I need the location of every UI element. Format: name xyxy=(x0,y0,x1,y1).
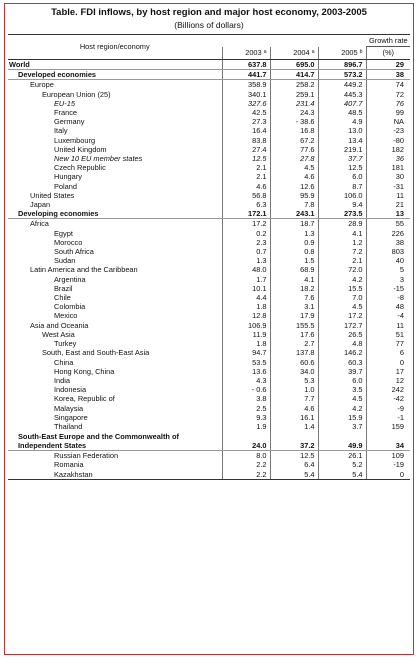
value-2004-cell: 1.0 xyxy=(270,385,318,394)
value-2005-cell: 4.9 xyxy=(318,117,366,126)
value-2005-cell: 146.2 xyxy=(318,348,366,357)
value-2005-cell: 9.4 xyxy=(318,200,366,209)
table-row xyxy=(8,136,410,145)
value-2003-cell: 0.7 xyxy=(222,247,270,256)
growth-rate-cell: -15 xyxy=(366,284,410,293)
value-2004-cell: 1.4 xyxy=(270,422,318,431)
value-2003-cell: 11.9 xyxy=(222,330,270,339)
growth-rate-cell: 3 xyxy=(366,275,410,284)
growth-rate-cell: -23 xyxy=(366,126,410,135)
value-2004-cell: 7.6 xyxy=(270,293,318,302)
value-2003-cell: 2.2 xyxy=(222,470,270,480)
growth-rate-cell: 12 xyxy=(366,376,410,385)
value-2003-cell: 2.2 xyxy=(222,460,270,469)
growth-rate-cell: 30 xyxy=(366,172,410,181)
value-2003-cell: 1.9 xyxy=(222,422,270,431)
region-cell: Thailand xyxy=(54,421,83,431)
value-2004-cell: 60.6 xyxy=(270,358,318,367)
value-2004-cell: 7.8 xyxy=(270,200,318,209)
value-2005-cell: 5.4 xyxy=(318,470,366,480)
region-cell: Mexico xyxy=(54,311,78,321)
table-row xyxy=(8,358,410,367)
table-row xyxy=(8,200,410,209)
table-row xyxy=(8,275,410,284)
growth-rate-cell: 55 xyxy=(366,219,410,229)
table-row xyxy=(8,470,410,480)
value-2003-cell: 17.2 xyxy=(222,219,270,229)
value-2003-cell: 106.9 xyxy=(222,321,270,330)
table-row xyxy=(8,348,410,357)
value-2004-cell: 68.9 xyxy=(270,265,318,274)
table-row xyxy=(8,182,410,191)
value-2004-cell: 34.0 xyxy=(270,367,318,376)
value-2004-cell: 0.8 xyxy=(270,247,318,256)
region-cell: EU-15 xyxy=(54,98,75,108)
region-cell: South, East and South-East Asia xyxy=(42,348,150,358)
region-cell: Turkey xyxy=(54,339,77,349)
growth-rate-cell: 226 xyxy=(366,229,410,238)
growth-rate-cell: 11 xyxy=(366,191,410,200)
value-2005-cell: 445.3 xyxy=(318,90,366,99)
value-2005-cell: 6.0 xyxy=(318,376,366,385)
growth-rate-cell: -42 xyxy=(366,394,410,403)
column-header-region: Host region/economy xyxy=(8,35,222,60)
growth-rate-cell: NA xyxy=(366,117,410,126)
table-subtitle: (Billions of dollars) xyxy=(174,20,244,30)
value-2005-cell: 60.3 xyxy=(318,358,366,367)
value-2003-cell: 1.8 xyxy=(222,339,270,348)
table-row xyxy=(8,219,410,229)
growth-rate-cell: 13 xyxy=(366,209,410,219)
value-2005-cell: 39.7 xyxy=(318,367,366,376)
table-row xyxy=(8,321,410,330)
table-row xyxy=(8,367,410,376)
value-2004-cell: 37.2 xyxy=(270,431,318,451)
region-cell: Hong Kong, China xyxy=(54,366,115,376)
growth-rate-cell: 0 xyxy=(366,470,410,480)
value-2003-cell: 16.4 xyxy=(222,126,270,135)
value-2005-cell: 2.1 xyxy=(318,256,366,265)
value-2004-cell: 12.6 xyxy=(270,182,318,191)
growth-rate-cell: 159 xyxy=(366,422,410,431)
fdi-table xyxy=(8,34,410,480)
growth-rate-cell: 242 xyxy=(366,385,410,394)
growth-rate-cell: 109 xyxy=(366,451,410,461)
value-2005-cell: 17.2 xyxy=(318,311,366,320)
value-2004-cell: 12.5 xyxy=(270,451,318,461)
growth-rate-cell: -8 xyxy=(366,293,410,302)
table-row xyxy=(8,99,410,108)
value-2003-cell: 42.5 xyxy=(222,108,270,117)
value-2003-cell: 56.8 xyxy=(222,191,270,200)
note-marker-2003: a xyxy=(263,49,267,56)
value-2005-cell: 7.0 xyxy=(318,293,366,302)
value-2003-cell: 24.0 xyxy=(222,431,270,451)
value-2004-cell: 3.1 xyxy=(270,302,318,311)
column-header-growth: Growth rate xyxy=(366,35,410,47)
value-2003-cell: 340.1 xyxy=(222,90,270,99)
region-cell: Indonesia xyxy=(54,385,87,395)
table-row xyxy=(8,394,410,403)
region-cell: Developed economies xyxy=(8,70,222,80)
value-2005-cell: 4.8 xyxy=(318,339,366,348)
value-2003-cell: 172.1 xyxy=(222,209,270,219)
value-2003-cell: 8.0 xyxy=(222,451,270,461)
region-cell: Italy xyxy=(54,126,68,136)
region-cell: Brazil xyxy=(54,283,73,293)
table-frame xyxy=(4,3,414,655)
year-2004-label: 2004 xyxy=(293,48,310,58)
table-row xyxy=(8,117,410,126)
value-2004-cell: 24.3 xyxy=(270,108,318,117)
value-2003-cell: 1.7 xyxy=(222,275,270,284)
value-2003-cell: 27.3 xyxy=(222,117,270,126)
value-2003-cell: 327.6 xyxy=(222,99,270,108)
value-2004-cell: 67.2 xyxy=(270,136,318,145)
note-marker-2004: a xyxy=(311,49,315,56)
growth-rate-cell: 51 xyxy=(366,330,410,339)
value-2003-cell: 83.8 xyxy=(222,136,270,145)
growth-rate-cell: 803 xyxy=(366,247,410,256)
region-cell: European Union (25) xyxy=(42,89,111,99)
value-2005-cell: 13.4 xyxy=(318,136,366,145)
table-row xyxy=(8,413,410,422)
value-2003-cell: 4.4 xyxy=(222,293,270,302)
table-row xyxy=(8,238,410,247)
region-cell: Morocco xyxy=(54,237,83,247)
value-2005-cell: 172.7 xyxy=(318,321,366,330)
value-2005-cell: 28.9 xyxy=(318,219,366,229)
value-2005-cell: 37.7 xyxy=(318,154,366,163)
region-cell: New 10 EU member states xyxy=(54,154,143,164)
value-2004-cell: 0.9 xyxy=(270,238,318,247)
value-2004-cell: 17.9 xyxy=(270,311,318,320)
value-2005-cell: 26.5 xyxy=(318,330,366,339)
value-2004-cell: 1.3 xyxy=(270,229,318,238)
value-2005-cell: 48.5 xyxy=(318,108,366,117)
value-2005-cell: 4.2 xyxy=(318,404,366,413)
value-2003-cell: 13.6 xyxy=(222,367,270,376)
value-2004-cell: 4.1 xyxy=(270,275,318,284)
table-row xyxy=(8,451,410,461)
table-row xyxy=(8,108,410,117)
region-cell: Czech Republic xyxy=(54,163,106,173)
table-row xyxy=(8,172,410,181)
growth-rate-cell: -9 xyxy=(366,404,410,413)
table-row xyxy=(8,209,410,219)
growth-rate-cell: 36 xyxy=(366,154,410,163)
region-cell: Romania xyxy=(54,460,84,470)
value-2004-cell: 95.9 xyxy=(270,191,318,200)
growth-rate-cell: -19 xyxy=(366,460,410,469)
value-2003-cell: 10.1 xyxy=(222,284,270,293)
region-cell: Japan xyxy=(30,200,51,210)
growth-rate-cell: 74 xyxy=(366,80,410,90)
value-2003-cell: 12.5 xyxy=(222,154,270,163)
growth-rate-cell: 0 xyxy=(366,358,410,367)
value-2003-cell: 637.8 xyxy=(222,60,270,70)
value-2004-cell: 5.3 xyxy=(270,376,318,385)
value-2004-cell: 77.6 xyxy=(270,145,318,154)
value-2003-cell: 12.8 xyxy=(222,311,270,320)
region-cell: Kazakhstan xyxy=(8,470,222,480)
table-row xyxy=(8,460,410,469)
value-2003-cell: 2.5 xyxy=(222,404,270,413)
growth-rate-cell: -1 xyxy=(366,413,410,422)
growth-rate-cell: 38 xyxy=(366,70,410,80)
column-header-2004 xyxy=(270,47,318,60)
value-2004-cell: 4.5 xyxy=(270,163,318,172)
table-row xyxy=(8,70,410,80)
value-2005-cell: 26.1 xyxy=(318,451,366,461)
value-2003-cell: 358.9 xyxy=(222,80,270,90)
table-row xyxy=(8,422,410,431)
region-cell: Latin America and the Caribbean xyxy=(30,265,138,275)
value-2003-cell: 2.1 xyxy=(222,163,270,172)
value-2004-cell: 4.6 xyxy=(270,404,318,413)
growth-rate-cell: 40 xyxy=(366,256,410,265)
table-row xyxy=(8,376,410,385)
table-row xyxy=(8,284,410,293)
growth-rate-cell: 181 xyxy=(366,163,410,172)
column-header-2003 xyxy=(222,47,270,60)
table-row xyxy=(8,90,410,99)
value-2003-cell: 9.3 xyxy=(222,413,270,422)
value-2005-cell: 4.5 xyxy=(318,394,366,403)
value-2004-cell: 5.4 xyxy=(270,470,318,480)
value-2005-cell: 4.5 xyxy=(318,302,366,311)
value-2003-cell: 4.6 xyxy=(222,182,270,191)
value-2004-cell: 16.8 xyxy=(270,126,318,135)
growth-rate-cell: 77 xyxy=(366,339,410,348)
value-2003-cell: 6.3 xyxy=(222,200,270,209)
value-2004-cell: 137.8 xyxy=(270,348,318,357)
value-2005-cell: 407.7 xyxy=(318,99,366,108)
table-head xyxy=(8,35,410,60)
value-2005-cell: 49.9 xyxy=(318,431,366,451)
region-cell: Malaysia xyxy=(54,403,84,413)
table-row xyxy=(8,330,410,339)
growth-rate-cell: -80 xyxy=(366,136,410,145)
table-row xyxy=(8,80,410,90)
table-row xyxy=(8,293,410,302)
region-cell: Asia and Oceania xyxy=(30,320,89,330)
table-row xyxy=(8,126,410,135)
region-cell: Luxembourg xyxy=(54,135,96,145)
value-2003-cell: 3.8 xyxy=(222,394,270,403)
value-2004-cell: 243.1 xyxy=(270,209,318,219)
growth-rate-cell: 29 xyxy=(366,60,410,70)
value-2005-cell: 1.2 xyxy=(318,238,366,247)
region-cell: Chile xyxy=(54,293,71,303)
value-2003-cell: 48.0 xyxy=(222,265,270,274)
value-2003-cell: 2.3 xyxy=(222,238,270,247)
region-cell: Singapore xyxy=(54,412,88,422)
value-2005-cell: 7.2 xyxy=(318,247,366,256)
table-row xyxy=(8,247,410,256)
table-row xyxy=(8,60,410,70)
region-cell: United Kingdom xyxy=(54,144,107,154)
region-cell: Sudan xyxy=(54,256,76,266)
table-row xyxy=(8,191,410,200)
region-cell: India xyxy=(54,375,71,385)
region-cell: Developing economies xyxy=(8,209,222,219)
value-2003-cell: 27.4 xyxy=(222,145,270,154)
region-cell: Korea, Republic of xyxy=(54,394,115,404)
value-2005-cell: 573.2 xyxy=(318,70,366,80)
growth-rate-cell: 6 xyxy=(366,348,410,357)
growth-rate-cell: 5 xyxy=(366,265,410,274)
growth-rate-cell: 72 xyxy=(366,90,410,99)
value-2004-cell: 414.7 xyxy=(270,70,318,80)
growth-rate-cell: 17 xyxy=(366,367,410,376)
value-2005-cell: 273.5 xyxy=(318,209,366,219)
table-row xyxy=(8,302,410,311)
value-2004-cell: 231.4 xyxy=(270,99,318,108)
region-cell: Egypt xyxy=(54,228,73,238)
value-2004-cell: - 38.6 xyxy=(270,117,318,126)
value-2005-cell: 4.2 xyxy=(318,275,366,284)
column-header-growth-unit: (%) xyxy=(366,47,410,60)
table-body xyxy=(8,60,410,480)
value-2004-cell: 259.1 xyxy=(270,90,318,99)
value-2004-cell: 155.5 xyxy=(270,321,318,330)
value-2003-cell: 1.3 xyxy=(222,256,270,265)
value-2003-cell: 441.7 xyxy=(222,70,270,80)
value-2005-cell: 8.7 xyxy=(318,182,366,191)
table-row xyxy=(8,229,410,238)
value-2004-cell: 4.6 xyxy=(270,172,318,181)
growth-rate-cell: 182 xyxy=(366,145,410,154)
growth-rate-cell: 11 xyxy=(366,321,410,330)
value-2005-cell: 12.5 xyxy=(318,163,366,172)
value-2005-cell: 3.7 xyxy=(318,422,366,431)
value-2004-cell: 18.7 xyxy=(270,219,318,229)
region-cell: United States xyxy=(30,190,75,200)
value-2004-cell: 18.2 xyxy=(270,284,318,293)
value-2005-cell: 15.9 xyxy=(318,413,366,422)
value-2003-cell: 94.7 xyxy=(222,348,270,357)
growth-rate-cell: 34 xyxy=(366,431,410,451)
region-cell: South-East Europe and the Commonwealth of Independent States xyxy=(8,431,222,451)
value-2004-cell: 16.1 xyxy=(270,413,318,422)
table-row xyxy=(8,265,410,274)
value-2004-cell: 17.6 xyxy=(270,330,318,339)
value-2005-cell: 4.1 xyxy=(318,229,366,238)
region-cell: Argentina xyxy=(54,274,86,284)
table-title: Table. FDI inflows, by host region and major host economy, 2003-2005 xyxy=(51,7,367,18)
region-cell: World xyxy=(8,60,222,70)
value-2004-cell: 27.8 xyxy=(270,154,318,163)
value-2003-cell: 53.5 xyxy=(222,358,270,367)
growth-rate-cell: 48 xyxy=(366,302,410,311)
growth-rate-cell: 21 xyxy=(366,200,410,209)
region-cell: China xyxy=(54,357,74,367)
region-cell: France xyxy=(54,108,78,118)
value-2005-cell: 219.1 xyxy=(318,145,366,154)
value-2005-cell: 13.0 xyxy=(318,126,366,135)
growth-rate-cell: 38 xyxy=(366,238,410,247)
region-cell: Russian Federation xyxy=(54,451,119,461)
value-2005-cell: 6.0 xyxy=(318,172,366,181)
value-2004-cell: 7.7 xyxy=(270,394,318,403)
table-row xyxy=(8,154,410,163)
region-cell: Poland xyxy=(54,181,78,191)
value-2003-cell: 2.1 xyxy=(222,172,270,181)
table-row xyxy=(8,339,410,348)
growth-rate-cell: -4 xyxy=(366,311,410,320)
value-2005-cell: 106.0 xyxy=(318,191,366,200)
value-2004-cell: 1.5 xyxy=(270,256,318,265)
year-2005-label: 2005 xyxy=(341,48,358,58)
table-row xyxy=(8,431,410,451)
column-header-2005 xyxy=(318,47,366,60)
value-2003-cell: 1.8 xyxy=(222,302,270,311)
value-2004-cell: 6.4 xyxy=(270,460,318,469)
value-2003-cell: 0.2 xyxy=(222,229,270,238)
table-header xyxy=(5,7,413,30)
region-cell: Germany xyxy=(54,117,85,127)
year-2003-label: 2003 xyxy=(245,48,262,58)
column-header-spacer xyxy=(222,35,366,47)
value-2004-cell: 2.7 xyxy=(270,339,318,348)
growth-rate-cell: 99 xyxy=(366,108,410,117)
region-cell: Hungary xyxy=(54,172,82,182)
region-cell: Colombia xyxy=(54,302,86,312)
value-2005-cell: 3.5 xyxy=(318,385,366,394)
table-row xyxy=(8,145,410,154)
growth-rate-cell: -31 xyxy=(366,182,410,191)
table-row xyxy=(8,163,410,172)
value-2003-cell: 4.3 xyxy=(222,376,270,385)
region-cell: South Africa xyxy=(54,247,94,257)
table-row xyxy=(8,311,410,320)
value-2004-cell: 258.2 xyxy=(270,80,318,90)
table-row xyxy=(8,256,410,265)
value-2005-cell: 5.2 xyxy=(318,460,366,469)
region-cell: Europe xyxy=(30,80,54,90)
value-2004-cell: 695.0 xyxy=(270,60,318,70)
value-2005-cell: 72.0 xyxy=(318,265,366,274)
value-2005-cell: 15.5 xyxy=(318,284,366,293)
note-marker-2005: b xyxy=(359,49,363,56)
region-cell: West Asia xyxy=(42,329,75,339)
value-2003-cell: - 0.6 xyxy=(222,385,270,394)
value-2005-cell: 896.7 xyxy=(318,60,366,70)
table-row xyxy=(8,404,410,413)
value-2005-cell: 449.2 xyxy=(318,80,366,90)
table-row xyxy=(8,385,410,394)
region-cell: Africa xyxy=(30,219,49,229)
growth-rate-cell: 76 xyxy=(366,99,410,108)
